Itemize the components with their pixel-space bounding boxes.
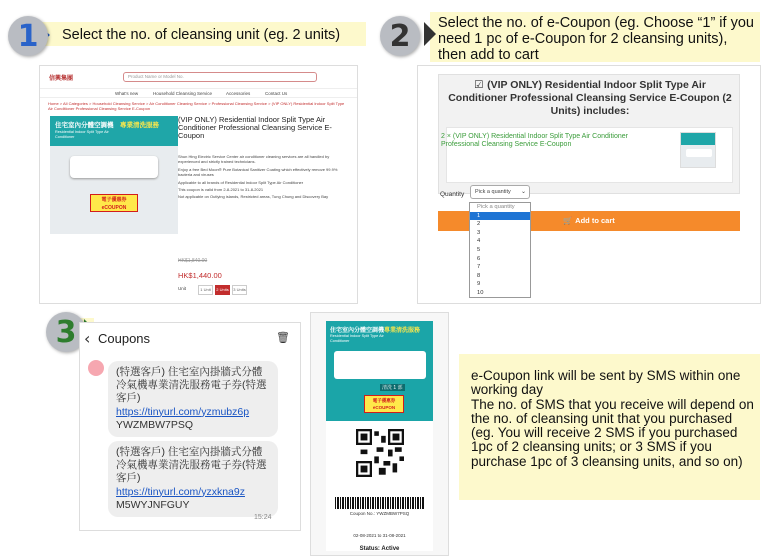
add-to-cart-screenshot — [418, 66, 760, 303]
quantity-option[interactable]: 4 — [477, 238, 481, 245]
add-to-cart-label: Add to cart — [575, 216, 615, 225]
quantity-option[interactable]: 8 — [477, 272, 481, 279]
quantity-option[interactable]: 7 — [477, 264, 481, 271]
back-arrow-icon[interactable]: ‹ — [84, 329, 91, 348]
coupon-validity: 02-08-2021 to 31-08-2021 — [353, 533, 406, 538]
sms-note-box — [459, 354, 760, 500]
thumb-aircon — [686, 149, 712, 157]
ecoupon-sub: 專業清洗服務 — [384, 328, 421, 334]
ecoupon-badge: 電子優惠券 eCOUPON — [364, 395, 404, 413]
desc-line: Shun Hing Electric Service Center air conditioner cleaning services are all handled by experienced and strictly trained technicians. — [178, 154, 330, 165]
trash-icon[interactable]: 🗑 — [276, 331, 290, 344]
ecoupon-en: Residential Indoor Split Type Air Conditioner — [330, 334, 384, 343]
product-image-badge: 電子優惠券 eCOUPON — [90, 194, 138, 212]
desc-line: Applicable to all brands of Residential Indoor Split Type Air Conditioner — [178, 179, 304, 185]
thumb-band — [681, 133, 716, 145]
ecoupon-card — [326, 321, 433, 421]
sms-code: YWZMBW7PSQ — [116, 418, 194, 431]
nav-item-household[interactable]: Household Cleansing Service — [153, 91, 213, 96]
quantity-option[interactable]: 6 — [477, 255, 481, 262]
quantity-option[interactable]: 9 — [477, 281, 481, 288]
qr-code-icon — [356, 429, 404, 477]
includes-title — [447, 79, 733, 118]
sms-text: (特選客戶) 住宅室內掛牆式分體冷氣機專業清洗服務電子券(特選客戶) — [116, 446, 267, 485]
unit-option-2[interactable]: 2 Units — [215, 285, 230, 295]
ecoupon-screenshot — [311, 313, 448, 555]
sms-message — [108, 441, 278, 517]
nav-item-accessories[interactable]: Accessories — [226, 91, 251, 96]
quantity-option[interactable]: 10 — [477, 289, 484, 296]
check-icon: ☑ — [474, 79, 488, 91]
aircon-illustration — [70, 156, 158, 178]
nav-item-contact[interactable]: Contact Us — [265, 91, 288, 96]
sms-code: M5WYJNFGUY — [116, 498, 190, 511]
step1-caption: Select the no. of cleansing unit (eg. 2 units) — [62, 27, 341, 43]
coupon-status: Status: Active — [359, 546, 400, 552]
sms-note: e-Coupon link will be sent by SMS within one working day The no. of SMS that you receive will depend on the no. of cleansing unit that you purchased (eg. You will receive 2 SMS if you purchased 1pc of 2 cleansing units; or 3 SMS if you purchase 1pc of 3 cleansing units, and so on) — [471, 368, 754, 469]
shop-logo: 信興集團 — [49, 76, 74, 82]
sms-header: Coupons — [98, 331, 151, 346]
step2-arrow-icon — [424, 22, 436, 46]
product-image — [50, 116, 178, 234]
barcode — [335, 497, 425, 509]
desc-line: Not applicable on Outlying islands, Restricted areas, Tung Chung and Discovery Bay — [178, 194, 329, 200]
ecoupon-aircon — [334, 351, 426, 379]
ecoupon-qr-section — [326, 421, 433, 551]
includes-title-text: (VIP ONLY) Residential Indoor Split Type Air Conditioner Professional Cleansing Service E-Coupon (2 Units) includes: — [448, 79, 732, 117]
desc-line: Enjoy a free Bed Moon® Pure Botanical Sanitizer Coating which effectively remove 99.9% bacteria and viruses — [178, 166, 338, 178]
step1-badge: 1 — [8, 16, 48, 56]
step2-caption: Select the no. of e-Coupon (eg. Choose “1” if you need 1 pc of e-Coupon for 2 cleansing units), then add to cart — [438, 15, 754, 63]
unit-option-3[interactable]: 3 Units — [232, 285, 247, 295]
quantity-select-value: Pick a quantity — [475, 189, 511, 195]
sms-message — [108, 361, 278, 437]
main-nav — [40, 88, 357, 98]
chevron-down-icon: ⌄ — [520, 188, 526, 195]
product-image-en: Residential Indoor Split Type Air Conditioner — [55, 130, 109, 139]
nav-item-whats-new[interactable]: What's new — [115, 91, 139, 96]
sms-link[interactable]: https://tinyurl.com/yzxkna9z — [116, 485, 245, 498]
product-title: (VIP ONLY) Residential Indoor Split Type Air Conditioner Professional Cleansing Service E-Coupon — [178, 115, 332, 140]
ecoupon-title: 住宅室內分體空調機 — [330, 328, 385, 334]
search-input[interactable]: Product Name or Model No. — [123, 72, 317, 82]
step3-badge: 3 — [46, 312, 86, 352]
quantity-option[interactable]: 3 — [477, 229, 481, 236]
included-item[interactable]: 2 × (VIP ONLY) Residential Indoor Split Type Air Conditioner Professional Cleansing Service E-Coupon — [441, 133, 628, 148]
new-price: HK$1,440.00 — [178, 271, 222, 280]
product-image-title: 住宅室內分體空調機 — [55, 122, 114, 129]
quantity-select[interactable] — [470, 185, 530, 199]
step2-badge: 2 — [380, 16, 420, 56]
desc-line: This coupon is valid from 2-8-2021 to 31-8-2021 — [178, 187, 264, 193]
quantity-option[interactable]: 1 — [470, 212, 530, 221]
cart-icon: 🛒 — [563, 216, 576, 225]
ecoupon-qty-tag: 清洗 1 部 — [382, 385, 403, 391]
unit-option-1[interactable]: 1 Unit — [198, 285, 213, 295]
product-page-screenshot — [40, 66, 357, 303]
sms-link[interactable]: https://tinyurl.com/yzmubz6p — [116, 405, 250, 418]
old-price: HK$1,840.00 — [178, 258, 208, 264]
sms-time: 15:24 — [254, 514, 272, 521]
product-description — [178, 154, 350, 200]
included-item-thumbnail — [680, 132, 716, 168]
quantity-label: Quantity — [440, 191, 465, 198]
sms-screenshot — [80, 323, 300, 530]
breadcrumb[interactable]: Home > All Categories > Household Cleansing Service > Air Conditioner Cleaning Service > Professional Cleansing Service > (VIP ONLY) Residential Indoor Split Type Air Conditioner Professional Cleansing Service E-Coupon — [48, 101, 345, 111]
quantity-option[interactable]: Pick a quantity — [477, 204, 515, 210]
coupon-number: Coupon No.: YWZMBW7PSQ — [349, 511, 410, 516]
quantity-option[interactable]: 5 — [477, 246, 481, 253]
avatar — [88, 360, 104, 376]
product-image-sub: 專業清洗服務 — [120, 122, 159, 129]
unit-label: Unit — [178, 286, 187, 291]
quantity-option[interactable]: 2 — [477, 221, 481, 228]
sms-text: (特選客戶) 住宅室內掛牆式分體冷氣機專業清洗服務電子券(特選客戶) — [116, 366, 267, 405]
quantity-dropdown — [469, 202, 531, 298]
